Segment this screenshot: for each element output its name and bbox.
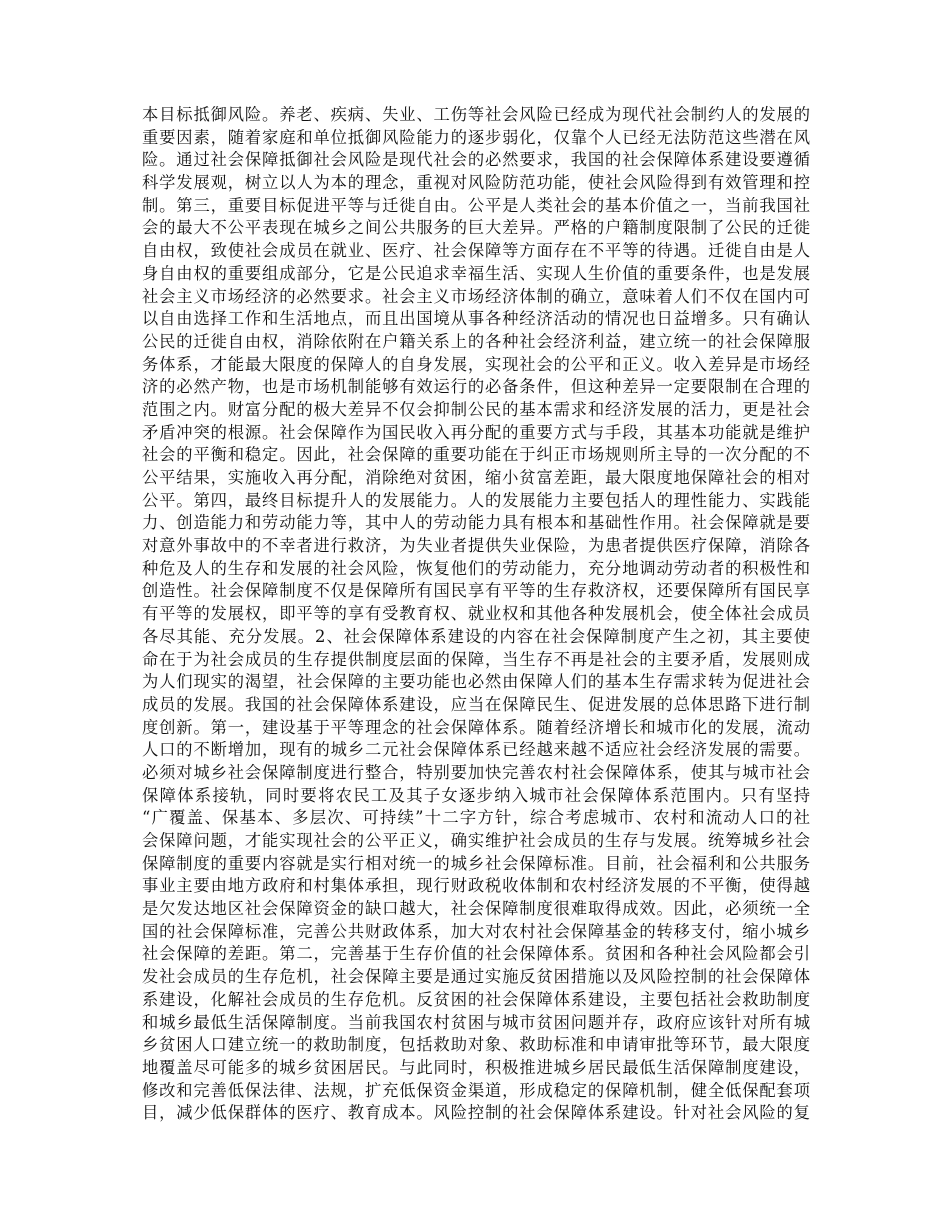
text-line: 公民的迁徙自由权，消除依附在户籍关系上的各种社会经济利益，建立统一的社会保障服 xyxy=(142,331,810,351)
text-line: 有平等的发展权，即平等的享有受教育权、就业权和其他各种发展机会，使全体社会成员 xyxy=(142,604,810,624)
text-line: 险。通过社会保障抵御社会风险是现代社会的必然要求，我国的社会保障体系建设要遵循 xyxy=(142,150,810,170)
text-line: 乡贫困人口建立统一的救助制度，包括救助对象、救助标准和申请审批等环节，最大限度 xyxy=(142,1035,810,1055)
text-line: 创造性。社会保障制度不仅是保障所有国民享有平等的生存救济权，还要保障所有国民享 xyxy=(142,581,810,601)
text-line: 济的必然产物，也是市场机制能够有效运行的必备条件，但这种差异一定要限制在合理的 xyxy=(142,377,810,397)
text-line: 必须对城乡社会保障制度进行整合，特别要加快完善农村社会保障体系，使其与城市社会 xyxy=(142,762,810,782)
text-line: 修改和完善低保法律、法规，扩充低保资金渠道，形成稳定的保障机制，健全低保配套项 xyxy=(142,1080,810,1100)
body-text xyxy=(142,104,810,1125)
text-line: 发社会成员的生存危机，社会保障主要是通过实施反贫困措施以及风险控制的社会保障体 xyxy=(142,967,810,987)
text-line: 会的最大不公平表现在城乡之间公共服务的巨大差异。严格的户籍制度限制了公民的迁徙 xyxy=(142,218,810,238)
text-line: 会保障问题，才能实现社会的公平正义，确实维护社会成员的生存与发展。统筹城乡社会 xyxy=(142,831,810,850)
text-line: 公平结果，实施收入再分配，消除绝对贫困，缩小贫富差距，最大限度地保障社会的相对 xyxy=(142,468,810,487)
text-line: 度创新。第一，建设基于平等理念的社会保障体系。随着经济增长和城市化的发展，流动 xyxy=(142,717,810,737)
text-line: 重要因素，随着家庭和单位抵御风险能力的逐步弱化，仅靠个人已经无法防范这些潜在风 xyxy=(142,127,810,147)
text-line: 自由权，致使社会成员在就业、医疗、社会保障等方面存在不平等的待遇。迁徙自由是人 xyxy=(142,241,810,261)
text-line: 为人们现实的渴望，社会保障的主要功能也必然由保障人们的基本生存需求转为促进社会 xyxy=(142,672,810,692)
text-line: 以自由选择工作和生活地点，而且出国境从事各种经济活动的情况也日益增多。只有确认 xyxy=(142,309,810,329)
text-line: 各尽其能、充分发展。2、社会保障体系建设的内容在社会保障制度产生之初，其主要使 xyxy=(142,626,810,646)
text-line: 本目标抵御风险。养老、疾病、失业、工伤等社会风险已经成为现代社会制约人的发展的 xyxy=(142,105,810,124)
text-line: 力、创造能力和劳动能力等，其中人的劳动能力具有根本和基础性作用。社会保障就是要 xyxy=(142,513,810,533)
text-line: 矛盾冲突的根源。社会保障作为国民收入再分配的重要方式与手段，其基本功能就是维护 xyxy=(142,422,810,442)
text-line: 社会的平衡和稳定。因此，社会保障的重要功能在于纠正市场规则所主导的一次分配的不 xyxy=(142,445,810,465)
text-line: 地覆盖尽可能多的城乡贫困居民。与此同时，积极推进城乡居民最低生活保障制度建设， xyxy=(142,1057,810,1077)
text-line: 命在于为社会成员的生存提供制度层面的保障，当生存不再是社会的主要矛盾，发展则成 xyxy=(142,649,810,669)
text-line: 保障体系接轨，同时要将农民工及其子女逐步纳入城市社会保障体系范围内。只有坚持 xyxy=(142,785,810,805)
text-line: 社会保障的差距。第二，完善基于生存价值的社会保障体系。贫困和各种社会风险都会引 xyxy=(142,944,810,964)
text-line: 种危及人的生存和发展的社会风险，恢复他们的劳动能力，充分地调动劳动者的积极性和 xyxy=(142,558,810,578)
text-line: 科学发展观，树立以人为本的理念，重视对风险防范功能，使社会风险得到有效管理和控 xyxy=(142,173,810,193)
text-line: 成员的发展。我国的社会保障体系建设，应当在保障民生、促进发展的总体思路下进行制 xyxy=(142,694,810,714)
text-line: 国的社会保障标准，完善公共财政体系，加大对农村社会保障基金的转移支付，缩小城乡 xyxy=(142,921,810,941)
text-line: “广覆盖、保基本、多层次、可持续”十二字方针，综合考虑城市、农村和流动人口的社 xyxy=(142,808,810,828)
text-line: 范围之内。财富分配的极大差异不仅会抑制公民的基本需求和经济发展的活力，更是社会 xyxy=(142,399,810,419)
text-line: 人口的不断增加，现有的城乡二元社会保障体系已经越来越不适应社会经济发展的需要。 xyxy=(142,740,810,760)
text-line: 对意外事故中的不幸者进行救济，为失业者提供失业保险，为患者提供医疗保障，消除各 xyxy=(142,536,810,556)
text-line: 公平。第四，最终目标提升人的发展能力。人的发展能力主要包括人的理性能力、实践能 xyxy=(142,490,810,510)
text-line: 是欠发达地区社会保障资金的缺口越大，社会保障制度很难取得成效。因此，必须统一全 xyxy=(142,899,810,919)
text-line: 保障制度的重要内容就是实行相对统一的城乡社会保障标准。目前，社会福利和公共服务 xyxy=(142,853,810,873)
text-line: 和城乡最低生活保障制度。当前我国农村贫困与城市贫困问题并存，政府应该针对所有城 xyxy=(142,1012,810,1032)
text-line: 身自由权的重要组成部分，它是公民追求幸福生活、实现人生价值的重要条件，也是发展 xyxy=(142,263,810,283)
text-line: 社会主义市场经济的必然要求。社会主义市场经济体制的确立，意味着人们不仅在国内可 xyxy=(142,286,810,306)
text-line: 务体系，才能最大限度的保障人的自身发展，实现社会的公平和正义。收入差异是市场经 xyxy=(142,354,810,374)
text-line: 制。第三，重要目标促进平等与迁徙自由。公平是人类社会的基本价值之一，当前我国社 xyxy=(142,195,810,215)
text-line: 系建设，化解社会成员的生存危机。反贫困的社会保障体系建设，主要包括社会救助制度 xyxy=(142,989,810,1009)
text-line: 事业主要由地方政府和村集体承担，现行财政税收体制和农村经济发展的不平衡，使得越 xyxy=(142,876,810,896)
text-line: 目，减少低保群体的医疗、教育成本。风险控制的社会保障体系建设。针对社会风险的复 xyxy=(142,1103,810,1123)
